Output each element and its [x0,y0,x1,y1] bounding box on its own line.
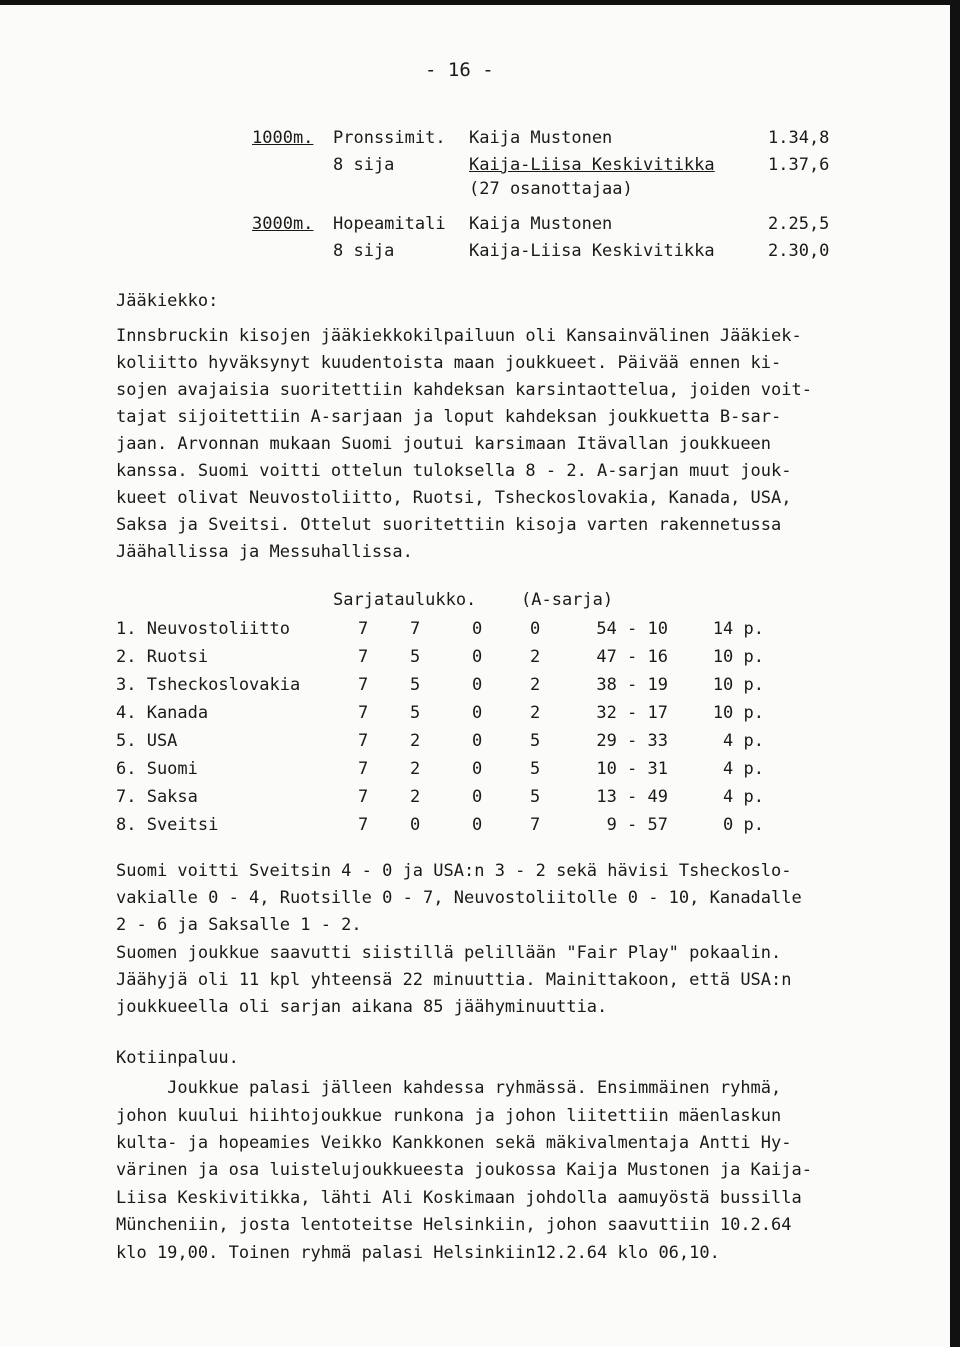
table-subtitle: (A-sarja) [521,590,614,610]
text-line: klo 19,00. Toinen ryhmä palasi Helsinkiin12.2.64 klo 06,10. [116,1243,720,1263]
table-cell-drawn: 0 [472,619,483,639]
table-title: Sarjataulukko. [333,590,477,610]
result-event: 1000m. [252,128,314,148]
table-cell-played: 7 [358,675,369,695]
table-cell-points: 4 p. [723,731,764,751]
result-place: Hopeamitali [333,214,446,234]
result-name: Kaija Mustonen [469,128,613,148]
table-cell-points: 4 p. [723,787,764,807]
text-line: Saksa ja Sveitsi. Ottelut suoritettiin kisoja varten rakennetussa [116,515,782,535]
table-cell-goals: 54 - 10 [596,619,668,639]
table-cell-goals: 47 - 16 [596,647,668,667]
text-line: Jäähyjä oli 11 kpl yhteensä 22 minuuttia. Mainittakoon, että USA:n [116,970,792,990]
table-cell-goals: 9 - 57 [606,815,668,835]
table-cell-won: 5 [410,675,421,695]
result-event: 3000m. [252,214,314,234]
table-cell-team: 8. Sveitsi [116,815,219,835]
section-heading-hockey: Jääkiekko: [116,291,219,311]
scan-edge-right [950,0,960,1347]
table-cell-team: 6. Suomi [116,759,198,779]
text-line: sojen avajaisia suoritettiin kahdeksan karsintaottelua, joiden voit- [116,380,812,400]
table-cell-won: 2 [410,787,421,807]
text-line: johon kuului hiihtojoukkue runkona ja johon liitettiin mäenlaskun [116,1106,782,1126]
table-cell-won: 5 [410,703,421,723]
table-cell-played: 7 [358,759,369,779]
text-line: Joukkue palasi jälleen kahdessa ryhmässä. Ensimmäinen ryhmä, [116,1078,782,1098]
page-number: - 16 - [425,59,494,81]
table-cell-drawn: 0 [472,815,483,835]
text-line: kueet olivat Neuvostoliitto, Ruotsi, Tsheckoslovakia, Kanada, USA, [116,488,792,508]
table-cell-goals: 38 - 19 [596,675,668,695]
text-line: kanssa. Suomi voitti ottelun tuloksella 8 - 2. A-sarjan muut jouk- [116,461,792,481]
result-place: 8 sija [333,155,395,175]
table-cell-points: 10 p. [712,675,764,695]
result-time: 1.37,6 [768,155,830,175]
table-cell-team: 7. Saksa [116,787,198,807]
table-cell-team: 3. Tsheckoslovakia [116,675,301,695]
text-line: Müncheniin, josta lentoteitse Helsinkiin, johon saavuttiin 10.2.64 [116,1215,792,1235]
text-line: värinen ja osa luistelujoukkueesta joukossa Kaija Mustonen ja Kaija- [116,1160,812,1180]
text-line: kulta- ja hopeamies Veikko Kankkonen sekä mäkivalmentaja Antti Hy- [116,1133,792,1153]
table-cell-lost: 7 [530,815,541,835]
table-cell-drawn: 0 [472,675,483,695]
text-line: 2 - 6 ja Saksalle 1 - 2. [116,915,362,935]
table-cell-won: 2 [410,731,421,751]
text-line: koliitto hyväksynyt kuudentoista maan joukkueet. Päivää ennen ki- [116,353,782,373]
table-cell-points: 10 p. [712,703,764,723]
result-name: Kaija-Liisa Keskivitikka [469,241,715,261]
table-cell-lost: 2 [530,647,541,667]
table-cell-drawn: 0 [472,731,483,751]
table-cell-played: 7 [358,703,369,723]
text-line: jaan. Arvonnan mukaan Suomi joutui karsimaan Itävallan joukkueen [116,434,772,454]
text-line: Suomen joukkue saavutti siistillä pelillään "Fair Play" pokaalin. [116,943,782,963]
result-time: 2.30,0 [768,241,830,261]
table-cell-played: 7 [358,731,369,751]
result-place: 8 sija [333,241,395,261]
text-line: vakialle 0 - 4, Ruotsille 0 - 7, Neuvostoliitolle 0 - 10, Kanadalle [116,888,802,908]
result-name: Kaija-Liisa Keskivitikka [469,155,715,175]
table-cell-team: 4. Kanada [116,703,209,723]
table-cell-lost: 2 [530,703,541,723]
result-note: (27 osanottajaa) [469,179,633,199]
table-cell-played: 7 [358,787,369,807]
table-cell-lost: 5 [530,731,541,751]
table-cell-goals: 13 - 49 [596,787,668,807]
table-cell-lost: 0 [530,619,541,639]
result-time: 1.34,8 [768,128,830,148]
table-cell-lost: 5 [530,759,541,779]
table-cell-drawn: 0 [472,759,483,779]
scan-edge-top [0,0,960,5]
table-cell-team: 1. Neuvostoliitto [116,619,290,639]
table-cell-played: 7 [358,619,369,639]
result-name: Kaija Mustonen [469,214,613,234]
table-cell-won: 7 [410,619,421,639]
text-line: Suomi voitti Sveitsin 4 - 0 ja USA:n 3 - 2 sekä hävisi Tsheckoslo- [116,861,792,881]
result-time: 2.25,5 [768,214,830,234]
text-line: joukkueella oli sarjan aikana 85 jäähyminuuttia. [116,997,608,1017]
table-cell-points: 0 p. [723,815,764,835]
table-cell-drawn: 0 [472,703,483,723]
table-cell-drawn: 0 [472,787,483,807]
table-cell-played: 7 [358,647,369,667]
result-place: Pronssimit. [333,128,446,148]
table-cell-played: 7 [358,815,369,835]
table-cell-points: 14 p. [712,619,764,639]
text-line: tajat sijoitettiin A-sarjaan ja loput kahdeksan joukkuetta B-sar- [116,407,782,427]
table-cell-won: 0 [410,815,421,835]
table-cell-points: 4 p. [723,759,764,779]
table-cell-points: 10 p. [712,647,764,667]
table-cell-team: 2. Ruotsi [116,647,209,667]
section-heading-return: Kotiinpaluu. [116,1048,239,1068]
table-cell-lost: 5 [530,787,541,807]
table-cell-goals: 29 - 33 [596,731,668,751]
table-cell-team: 5. USA [116,731,178,751]
table-cell-goals: 10 - 31 [596,759,668,779]
text-line: Jäähallissa ja Messuhallissa. [116,542,413,562]
table-cell-won: 2 [410,759,421,779]
table-cell-won: 5 [410,647,421,667]
table-cell-lost: 2 [530,675,541,695]
table-cell-goals: 32 - 17 [596,703,668,723]
table-cell-drawn: 0 [472,647,483,667]
text-line: Liisa Keskivitikka, lähti Ali Koskimaan johdolla aamuyöstä bussilla [116,1188,802,1208]
text-line: Innsbruckin kisojen jääkiekkokilpailuun oli Kansainvälinen Jääkiek- [116,326,802,346]
